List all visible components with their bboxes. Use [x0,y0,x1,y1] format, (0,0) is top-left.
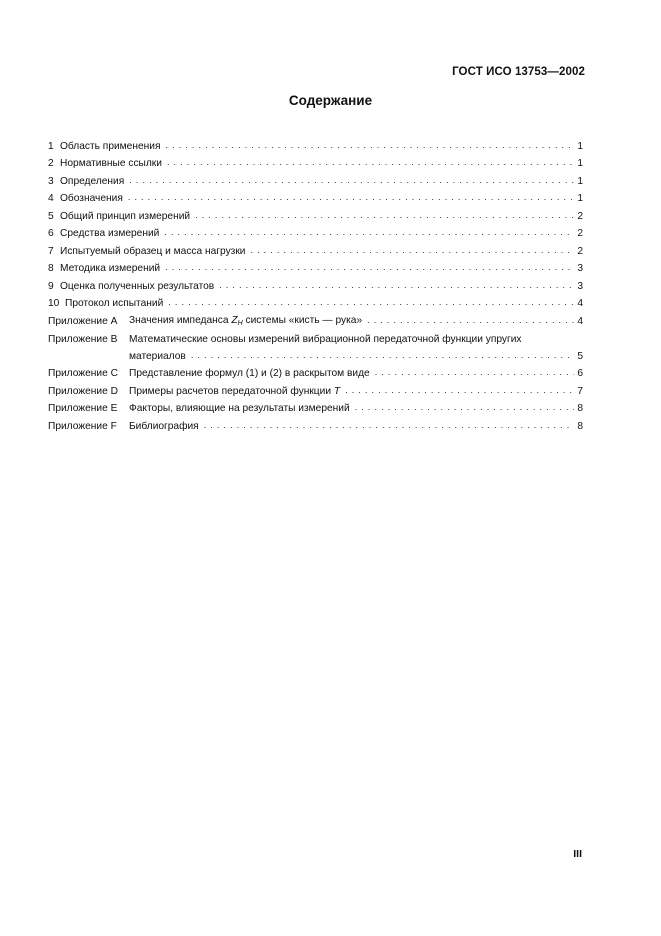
table-of-contents [48,134,583,432]
transfer-function-symbol: T [333,385,341,397]
toc-leader [375,366,574,378]
toc-page: 4 [577,315,583,327]
toc-title: Протокол испытаний [65,298,164,309]
toc-page: 7 [577,385,583,397]
toc-title: Нормативные ссылки [60,158,162,169]
toc-leader [345,384,574,396]
toc-entry-10 [48,292,583,310]
toc-leader [250,244,574,256]
annex-number: Приложение D [48,385,118,397]
toc-title: Оценка полученных результатов [60,280,215,292]
toc-annex-c [48,362,583,380]
toc-page: 8 [577,420,583,432]
toc-leader [165,139,574,151]
toc-entry-1 [48,134,583,152]
toc-entry-5 [48,204,583,222]
toc-leader [129,174,574,186]
annex-number: Приложение С [48,368,118,379]
toc-leader [164,226,574,238]
toc-page: 4 [577,298,583,309]
annex-title-text: Значения импеданса [129,314,232,326]
toc-number: 6 [48,228,54,239]
annex-title-text: Примеры расчетов передаточной функции [129,385,334,397]
toc-entry-7 [48,239,583,257]
toc-entry-3 [48,169,583,187]
toc-annex-d [48,379,583,397]
toc-leader [128,191,574,203]
impedance-subscript: H [237,319,243,327]
toc-page: 8 [577,403,583,414]
toc-page: 1 [577,193,583,204]
toc-title: Обозначения [60,193,123,204]
toc-page: 1 [577,140,583,152]
toc-number: 2 [48,158,54,169]
toc-number: 8 [48,263,54,274]
annex-title-text: системы «кисть — рука» [242,314,363,326]
toc-title: Общий принцип измерений [60,210,191,222]
toc-number: 3 [48,175,54,187]
toc-number: 4 [48,193,54,204]
annex-title: Факторы, влияющие на результаты измерений [129,403,350,414]
annex-number: Приложение В [48,333,118,345]
toc-page: 5 [577,350,583,362]
toc-page: 1 [577,175,583,187]
toc-page: 2 [577,245,583,257]
toc-page: 3 [577,280,583,292]
toc-leader [168,296,574,308]
toc-page: 6 [577,368,583,379]
annex-title [129,315,362,327]
toc-leader [165,261,574,273]
annex-title [129,386,340,397]
annex-title: Представление формул (1) и (2) в раскрытом виде [129,368,370,379]
toc-title: Область применения [60,140,161,152]
toc-leader [204,419,574,431]
toc-number: 9 [48,280,54,292]
toc-leader [219,279,574,291]
toc-entry-4 [48,187,583,205]
toc-page: 3 [577,263,583,274]
annex-title: Библиография [129,420,199,432]
toc-entry-6 [48,222,583,240]
toc-annex-e [48,397,583,415]
toc-leader [355,401,574,413]
page-number: III [573,848,582,860]
annex-number: Приложение А [48,315,118,327]
toc-leader [191,349,574,361]
document-code: ГОСТ ИСО 13753—2002 [452,66,585,78]
toc-number: 5 [48,210,54,222]
toc-page: 2 [577,210,583,222]
page-title: Содержание [288,93,373,108]
toc-page: 1 [577,158,583,169]
toc-entry-2 [48,152,583,170]
toc-annex-b [48,330,583,362]
toc-entry-9 [48,274,583,292]
annex-title: Математические основы измерений вибрационной передаточной функции упругих [129,333,522,345]
toc-leader [367,314,574,326]
annex-number: Приложение Е [48,403,118,414]
toc-number: 10 [48,298,60,309]
toc-title: Испытуемый образец и масса нагрузки [60,245,246,257]
toc-page: 2 [577,228,583,239]
annex-number: Приложение F [48,420,117,432]
toc-leader [167,156,574,168]
toc-number: 1 [48,140,54,152]
annex-title-continued: материалов [129,350,186,362]
toc-number: 7 [48,245,54,257]
toc-leader [195,209,574,221]
toc-annex-f [48,414,583,432]
toc-title: Определения [60,175,125,187]
toc-title: Средства измерений [60,228,160,239]
toc-entry-8 [48,257,583,275]
toc-annex-a [48,309,583,327]
impedance-symbol: Z [231,314,238,326]
toc-title: Методика измерений [60,263,161,274]
